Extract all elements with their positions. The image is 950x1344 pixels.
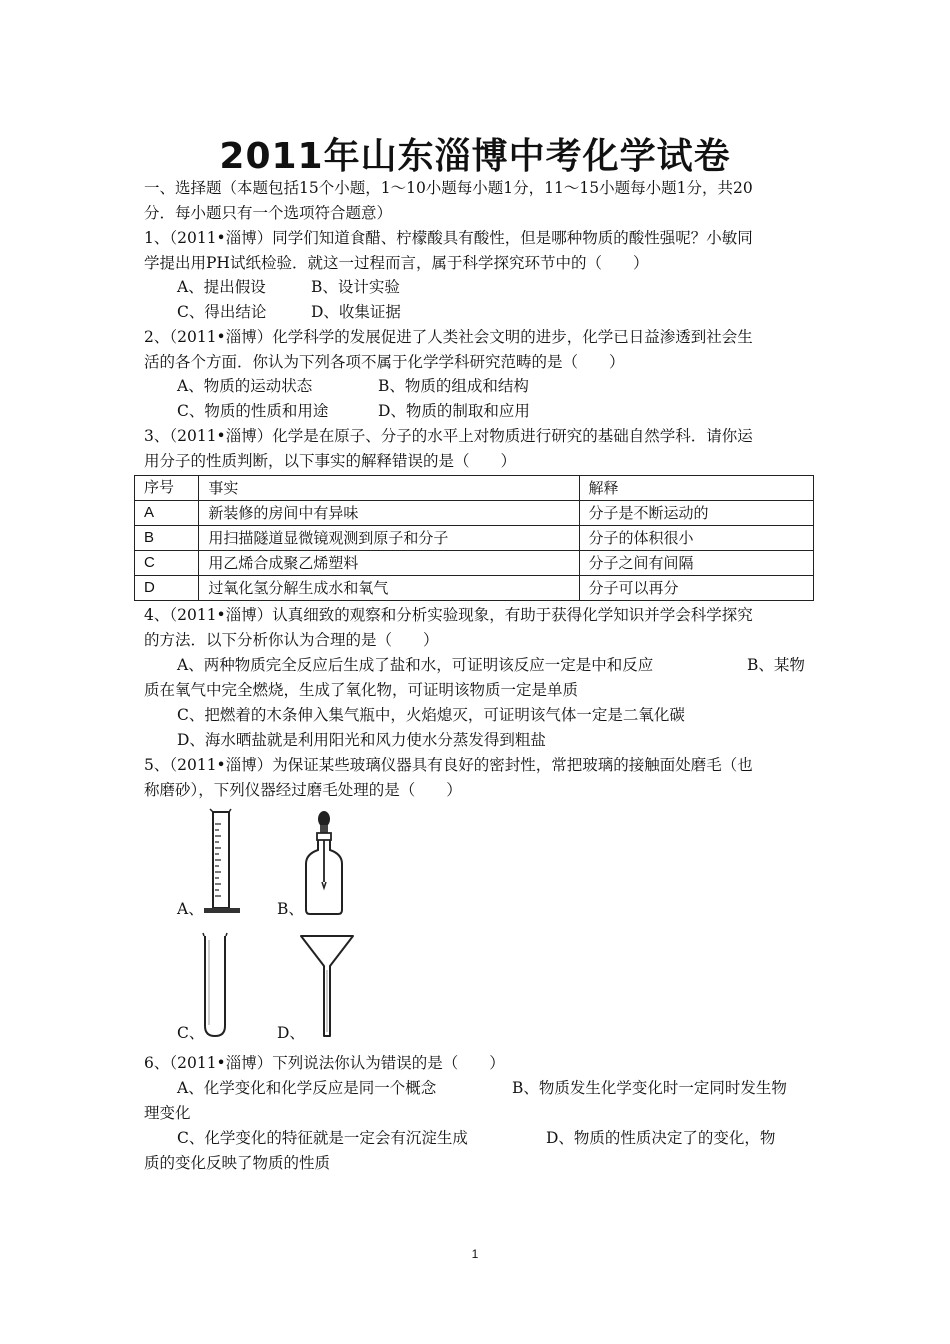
table-cell: B [135, 526, 199, 551]
q5-option-b-label: B、 [277, 900, 304, 918]
dropper-bottle-icon [298, 810, 350, 918]
page-title: 2011年山东淄博中考化学试卷 [219, 136, 731, 177]
graduated-cylinder-icon [200, 808, 246, 918]
q6-option-b-cont: 理变化 [144, 1104, 191, 1122]
q5-option-c-label: C、 [177, 1024, 205, 1042]
q1-option-c: C、得出结论 [177, 303, 267, 321]
q2-option-c: C、物质的性质和用途 [177, 402, 329, 420]
q5-option-d-label: D、 [277, 1024, 305, 1042]
q4-option-d: D、海水晒盐就是利用阳光和风力使水分蒸发得到粗盐 [177, 731, 546, 749]
q1-option-b: B、设计实验 [311, 278, 400, 296]
q6-stem-line-1: 6、（2011•淄博）下列说法你认为错误的是（ ） [144, 1054, 505, 1072]
table-cell: 分子之间有间隔 [579, 551, 814, 576]
q6-option-b-start: B、物质发生化学变化时一定同时发生物 [512, 1079, 787, 1097]
q1-option-a: A、提出假设 [177, 278, 266, 296]
table-cell: 分子可以再分 [579, 576, 814, 601]
q6-option-d-cont: 质的变化反映了物质的性质 [144, 1154, 331, 1172]
q2-stem-line-2: 活的各个方面．你认为下列各项不属于化学学科研究范畴的是（ ） [144, 353, 625, 371]
table-cell: 新装修的房间中有异味 [199, 501, 579, 526]
q5-stem-line-2: 称磨砂），下列仪器经过磨毛处理的是（ ） [144, 781, 462, 799]
table-row [135, 526, 814, 551]
q2-option-b: B、物质的组成和结构 [378, 377, 529, 395]
test-tube-icon [200, 930, 230, 1040]
q4-option-c: C、把燃着的木条伸入集气瓶中，火焰熄灭，可证明该气体一定是二氧化碳 [177, 706, 685, 724]
table-cell: 用乙烯合成聚乙烯塑料 [199, 551, 579, 576]
q4-stem-line-1: 4、（2011•淄博）认真细致的观察和分析实验现象，有助于获得化学知识并学会科学探究 [144, 606, 753, 624]
q4-option-b-start: B、某物 [747, 656, 805, 674]
table-row [135, 501, 814, 526]
q1-option-d: D、收集证据 [311, 303, 401, 321]
section-instruction-line-1: 一、选择题（本题包括15个小题，1～10小题每小题1分，11～15小题每小题1分，共20 [144, 179, 753, 197]
q5-option-a-label: A、 [177, 900, 204, 918]
q3-stem-line-1: 3、（2011•淄博）化学是在原子、分子的水平上对物质进行研究的基础自然学科．请你运 [144, 427, 753, 445]
q2-stem-line-1: 2、（2011•淄博）化学科学的发展促进了人类社会文明的进步，化学已日益渗透到社会生 [144, 328, 753, 346]
q6-option-a: A、化学变化和化学反应是同一个概念 [177, 1079, 437, 1097]
q6-option-c: C、化学变化的特征就是一定会有沉淀生成 [177, 1129, 468, 1147]
q4-option-b-cont: 质在氧气中完全燃烧，生成了氧化物，可证明该物质一定是单质 [144, 681, 579, 699]
q3-facts-table [134, 475, 814, 601]
q5-stem-line-1: 5、（2011•淄博）为保证某些玻璃仪器具有良好的密封性，常把玻璃的接触面处磨毛（也 [144, 756, 753, 774]
table-cell: C [135, 551, 199, 576]
funnel-icon [298, 932, 356, 1040]
q2-option-a: A、物质的运动状态 [177, 377, 313, 395]
table-row [135, 551, 814, 576]
page-number: 1 [471, 1247, 479, 1261]
q1-stem-line-2: 学提出用PH试纸检验．就这一过程而言，属于科学探究环节中的（ ） [144, 254, 649, 272]
section-instruction-line-2: 分．每小题只有一个选项符合题意） [144, 204, 393, 222]
table-cell: D [135, 576, 199, 601]
table-row [135, 576, 814, 601]
table-cell: 分子是不断运动的 [579, 501, 814, 526]
table-header-cell: 事实 [199, 476, 579, 501]
table-header-cell: 序号 [135, 476, 199, 501]
table-cell: 过氧化氢分解生成水和氧气 [199, 576, 579, 601]
table-cell: A [135, 501, 199, 526]
q1-stem-line-1: 1、（2011•淄博）同学们知道食醋、柠檬酸具有酸性，但是哪种物质的酸性强呢？小敏同 [144, 229, 753, 247]
q2-option-d: D、物质的制取和应用 [378, 402, 530, 420]
table-header-row [135, 476, 814, 501]
table-cell: 用扫描隧道显微镜观测到原子和分子 [199, 526, 579, 551]
table-cell: 分子的体积很小 [579, 526, 814, 551]
q3-stem-line-2: 用分子的性质判断，以下事实的解释错误的是（ ） [144, 452, 517, 470]
table-header-cell: 解释 [579, 476, 814, 501]
q6-option-d-start: D、物质的性质决定了的变化，物 [546, 1129, 776, 1147]
q4-stem-line-2: 的方法．以下分析你认为合理的是（ ） [144, 631, 439, 649]
q4-option-a: A、两种物质完全反应后生成了盐和水，可证明该反应一定是中和反应 [177, 656, 654, 674]
